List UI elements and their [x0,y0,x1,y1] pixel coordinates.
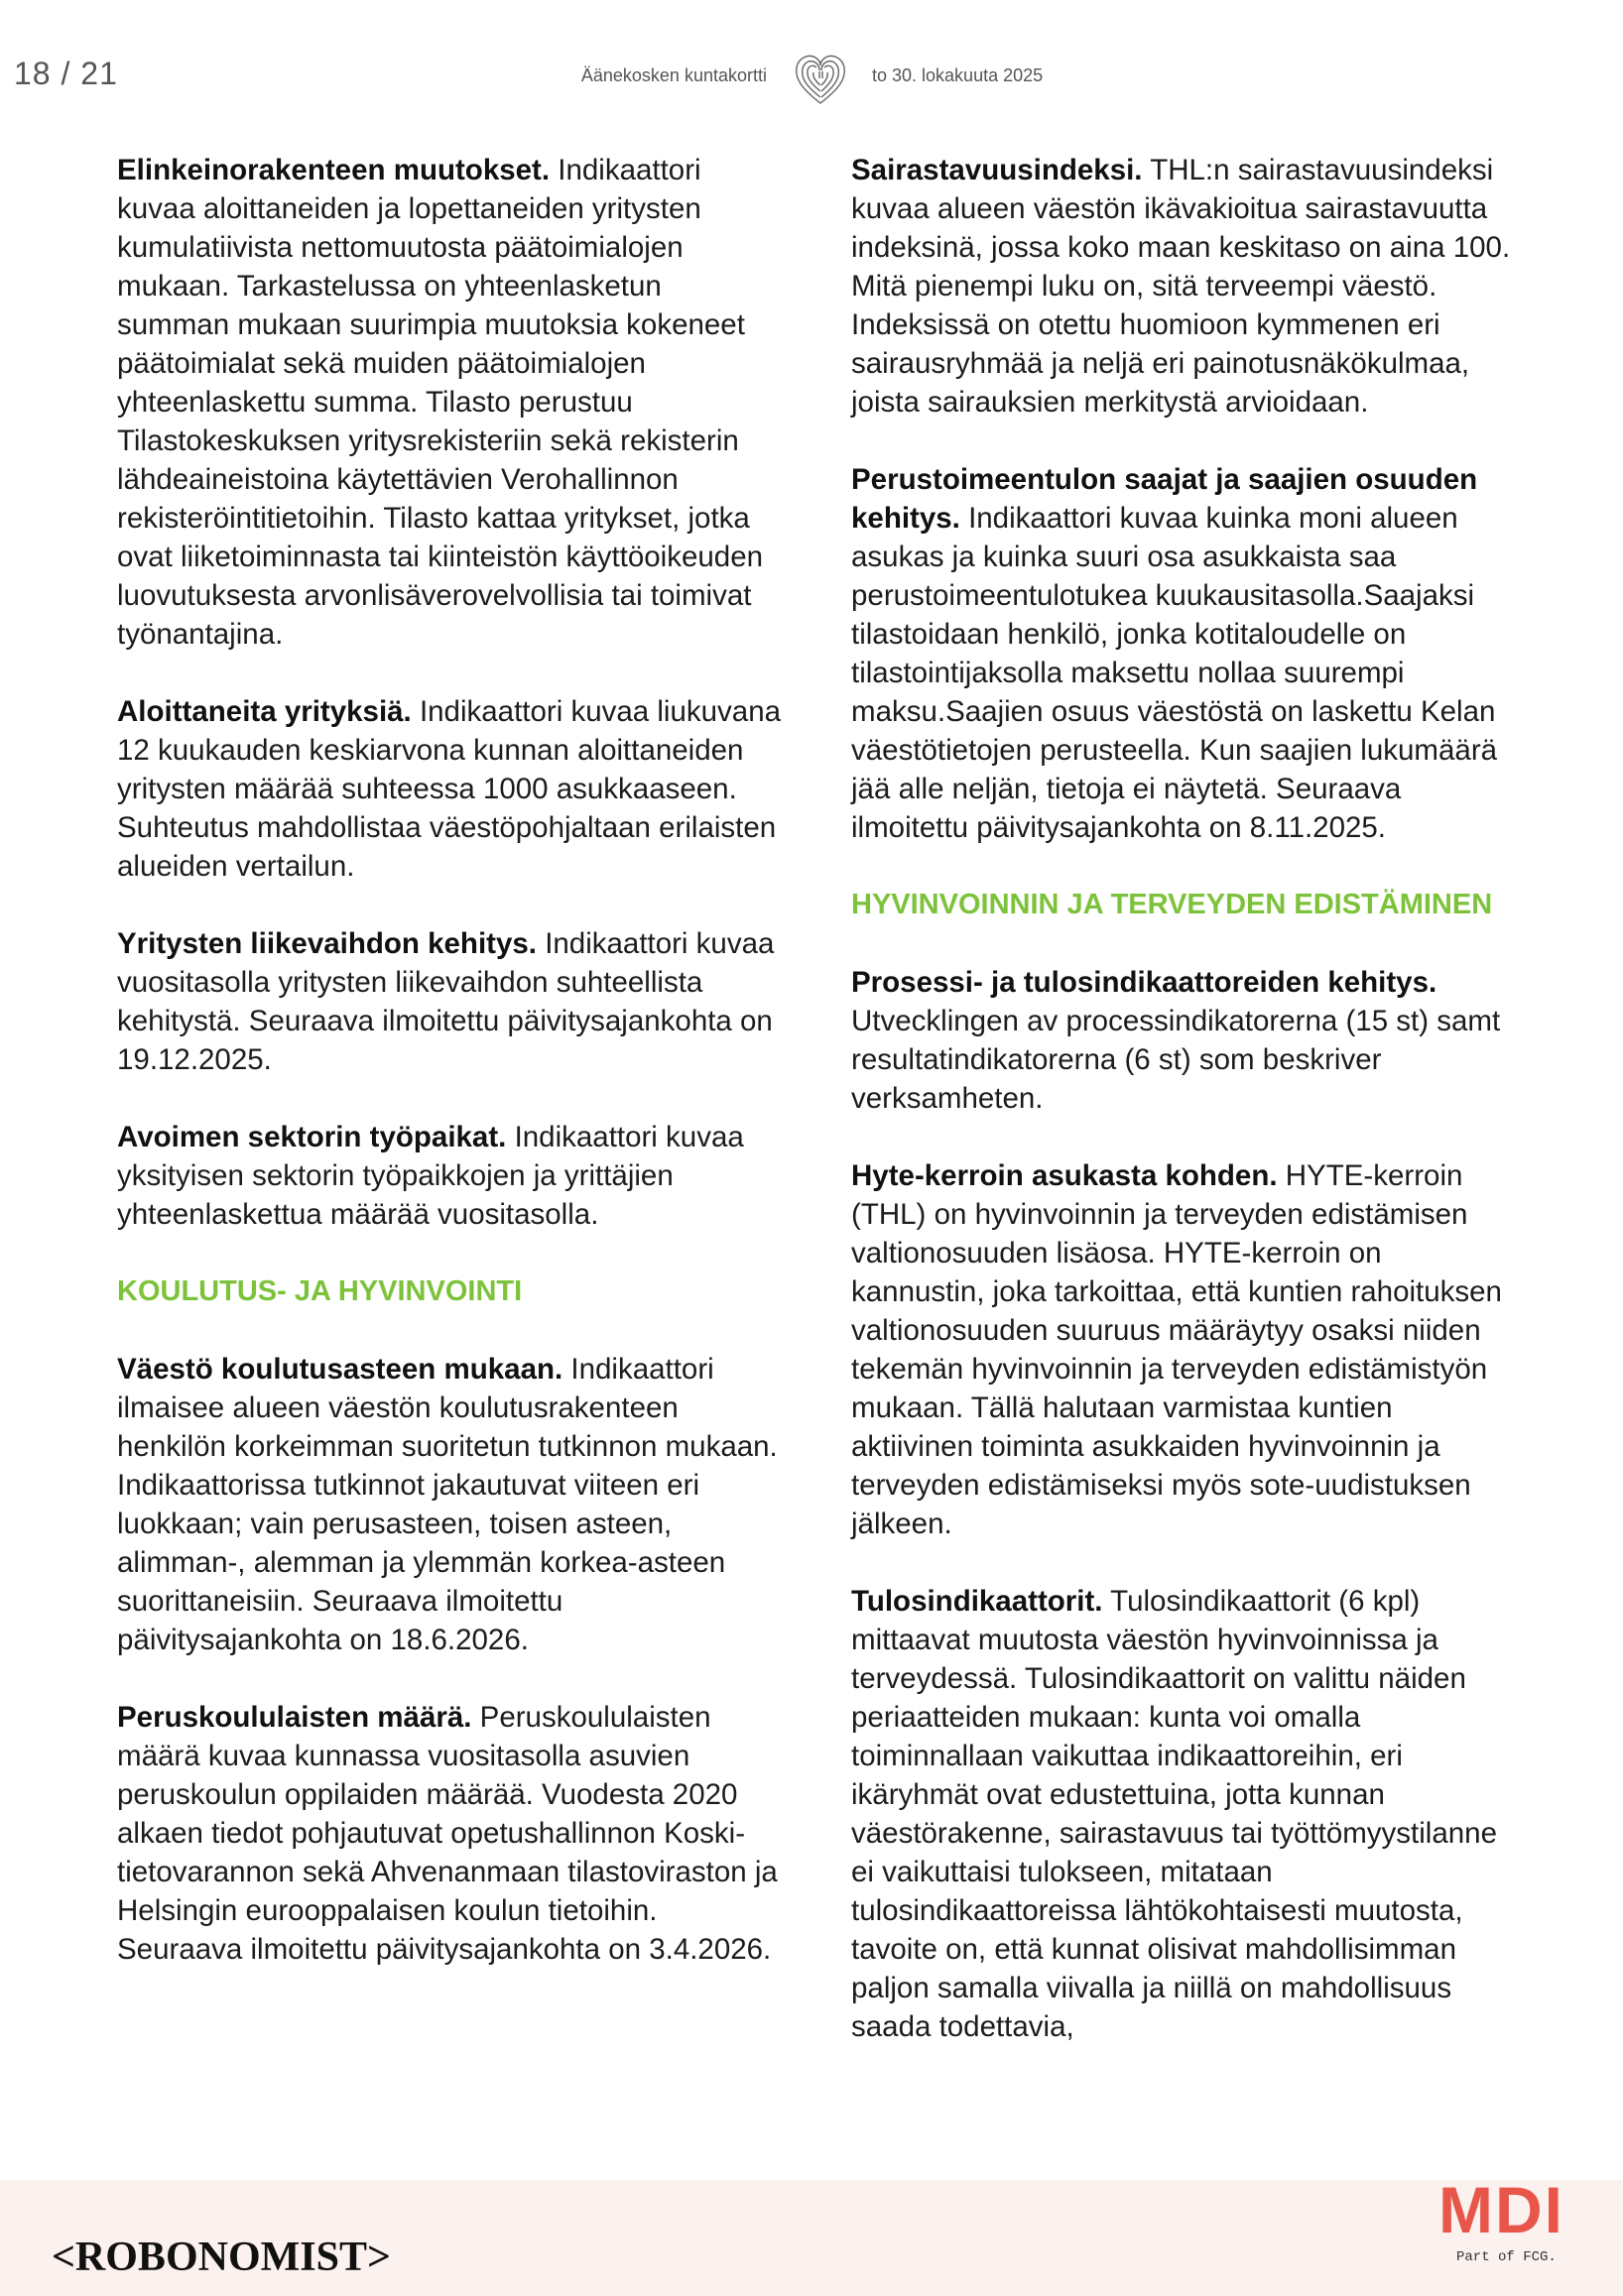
fingerprint-heart-logo [789,48,852,107]
indicator-title: Avoimen sektorin työpaikat. [117,1121,507,1153]
indicator-description: Indikaattori kuvaa liukuvana 12 kuukauden keskiarvona kunnan aloittaneiden yritysten määrää suhteessa 1000 asukkaaseen. Suhteutus mahdollistaa väestöpohjaltaan erilaisten alueiden vertailun. [117,695,782,883]
indicator-paragraph [117,1698,782,1969]
indicator-title: Yritysten liikevaihdon kehitys. [117,927,537,960]
indicator-title: Sairastavuusindeksi. [851,154,1143,186]
document-title: Äänekosken kuntakortti [580,65,767,85]
robonomist-logo: <ROBONOMIST> [52,2235,391,2280]
indicator-title: Aloittaneita yrityksiä. [117,695,412,728]
indicator-paragraph [117,151,782,654]
indicator-paragraph [851,151,1516,422]
indicator-title: Hyte-kerroin asukasta kohden. [851,1159,1278,1192]
indicator-paragraph [851,460,1516,847]
indicator-paragraph [117,692,782,886]
indicator-title: Tulosindikaattorit. [851,1585,1103,1618]
right-column [851,151,1516,2085]
indicator-description: HYTE-kerroin (THL) on hyvinvoinnin ja terveyden edistämisen valtionosuuden lisäosa. HYTE-kerroin on kannustin, joka tarkoittaa, että kuntien rahoituksen valtionosuuden suuruus määräytyy osaksi niiden tekemän hyvinvoinnin ja terveyden edistämistyön mukaan. Tällä halutaan varmistaa kuntien aktiivinen toiminta asukkaiden hyvinvoinnin ja terveyden edistämiseksi myös sote-uudistuksen jälkeen. [851,1159,1502,1540]
page-header [0,48,1623,107]
section-heading: KOULUTUS- JA HYVINVOINTI [117,1275,523,1307]
indicator-description: Indikaattori kuvaa vuositasolla yritysten liikevaihdon suhteellista kehitystä. Seuraava ilmoitettu päivitysajankohta on 19.12.2025. [117,927,775,1076]
indicator-description: Indikaattori kuvaa kuinka moni alueen asukas ja kuinka suuri osa asukkaista saa perustoimeentulotukea kuukausitasolla.Saajaksi tilastoidaan henkilö, jonka kotitaloudelle on tilastointijaksolla maksettu nollaa suurempi maksu.Saajien osuus väestöstä on laskettu Kelan väestötietojen perusteella. Kun saajien lukumäärä jää alle neljän, tietoja ei näytetä. Seuraava ilmoitettu päivitysajankohta on 8.11.2025. [851,502,1498,844]
mdi-logo: MDI [1438,2173,1564,2246]
indicator-title: Prosessi- ja tulosindikaattoreiden kehitys. [851,966,1437,999]
indicator-title: Peruskoululaisten määrä. [117,1701,472,1734]
indicator-paragraph [117,924,782,1079]
indicator-title: Väestö koulutusasteen mukaan. [117,1353,563,1386]
left-column [117,151,782,2007]
indicator-paragraph [851,963,1516,1118]
mdi-logo-subtitle: Part of FCG. [1456,2249,1557,2265]
indicator-description: Peruskoululaisten määrä kuvaa kunnassa vuositasolla asuvien peruskoulun oppilaiden määrää. Vuodesta 2020 alkaen tiedot pohjautuvat opetushallinnon Koski-tietovarannon sekä Ahvenanmaan tilastoviraston ja Helsingin eurooppalaisen koulun tietoihin. Seuraava ilmoitettu päivitysajankohta on 3.4.2026. [117,1701,778,1966]
indicator-description: Tulosindikaattorit (6 kpl) mittaavat muutosta väestön hyvinvoinnissa ja terveydessä. Tulosindikaattorit on valittu näiden periaatteiden mukaan: kunta voi omalla toiminnallaan vaikuttaa indikaattoreihin, eri ikäryhmät ovat edustettuina, jotta kunnan väestörakenne, sairastavuus tai työttömyystilanne ei vaikuttaisi tulokseen, mitataan tulosindikaattoreissa lähtökohtaisesti muutosta, tavoite on, että kunnat olisivat mahdollisimman paljon samalla viivalla ja niillä on mahdollisuus saada todettavia, [851,1585,1497,2043]
indicator-description: THL:n sairastavuusindeksi kuvaa alueen väestön ikävakioitua sairastavuutta indeksinä, jossa koko maan keskitaso on aina 100. Mitä pienempi luku on, sitä terveempi väestö. Indeksissä on otettu huomioon kymmenen eri sairausryhmää ja neljä eri painotusnäkökulmaa, joista sairauksien merkitystä arvioidaan. [851,154,1511,419]
document-date: to 30. lokakuuta 2025 [872,65,1044,85]
indicator-description: Indikaattori kuvaa yksityisen sektorin työpaikkojen ja yrittäjien yhteenlaskettua määrää vuositasolla. [117,1121,744,1231]
page-number: 18 / 21 [14,56,118,91]
indicator-paragraph [117,1118,782,1234]
section-heading: HYVINVOINNIN JA TERVEYDEN EDISTÄMINEN [851,889,1493,920]
indicator-description: Utvecklingen av processindikatorerna (15 st) samt resultatindikatorerna (6 st) som beskriver verksamheten. [851,1005,1501,1115]
indicator-description: Indikaattori kuvaa aloittaneiden ja lopettaneiden yritysten kumulatiivista nettomuutosta päätoimialojen mukaan. Tarkastelussa on yhteenlasketun summan mukaan suurimpia muutoksia kokeneet päätoimialat sekä muiden päätoimialojen yhteenlaskettu summa. Tilasto perustuu Tilastokeskuksen yritysrekisteriin sekä rekisterin lähdeaineistoina käytettävien Verohallinnon rekisteröintitietoihin. Tilasto kattaa yritykset, jotka ovat liiketoiminnasta tai kiinteistön käyttöoikeuden luovutuksesta arvonlisäverovelvollisia tai toimivat työnantajina. [117,154,764,651]
indicator-paragraph [117,1350,782,1659]
indicator-title: Elinkeinorakenteen muutokset. [117,154,551,186]
indicator-description: Indikaattori ilmaisee alueen väestön koulutusrakenteen henkilön korkeimman suoritetun tutkinnon mukaan. Indikaattorissa tutkinnot jakautuvat viiteen eri luokkaan; vain perusasteen, toisen asteen, alimman-, alemman ja ylemmän korkea-asteen suorittaneisiin. Seuraava ilmoitettu päivitysajankohta on 18.6.2026. [117,1353,778,1656]
indicator-paragraph [851,1156,1516,1543]
indicator-paragraph [851,1582,1516,2046]
indicator-title: Perustoimeentulon saajat ja saajien osuuden kehitys. [851,463,1478,535]
